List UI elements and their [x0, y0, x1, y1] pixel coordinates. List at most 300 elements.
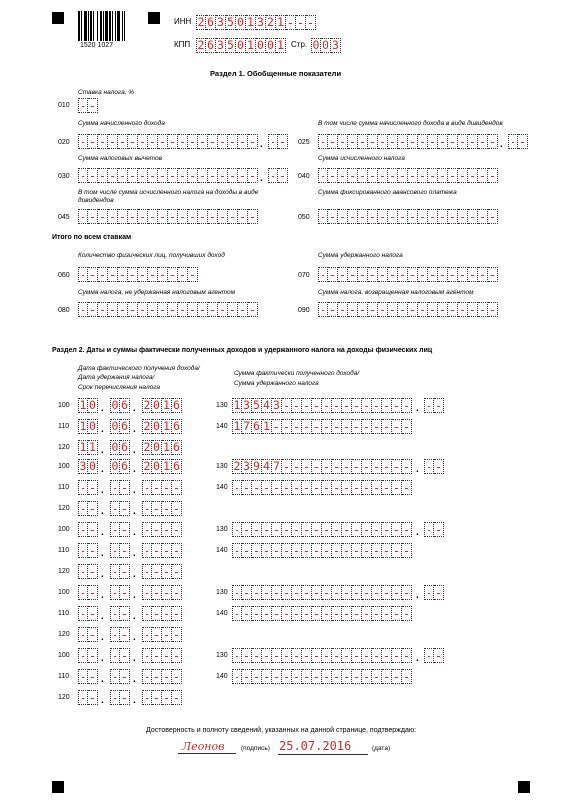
tax-140-cell[interactable] [372, 543, 382, 558]
f060-cell[interactable] [178, 267, 188, 282]
month-100-cells[interactable] [110, 398, 130, 413]
f045-cell[interactable] [188, 209, 198, 224]
f045-cell[interactable] [228, 209, 238, 224]
year-100-cell[interactable] [172, 522, 182, 537]
page-cell[interactable]: 0 [312, 38, 320, 52]
year-120-cell[interactable] [162, 501, 172, 516]
year-100-cell[interactable] [162, 585, 172, 600]
f050-field[interactable] [318, 209, 498, 224]
tax-140-cell[interactable] [332, 606, 342, 621]
f045-cell[interactable] [198, 209, 208, 224]
day-110-cell[interactable] [88, 669, 98, 684]
f040-cell[interactable] [438, 168, 448, 183]
f080-cell[interactable] [158, 302, 168, 317]
tax-140-cell[interactable] [362, 480, 372, 495]
f090-cell[interactable] [378, 302, 388, 317]
month-120-cell[interactable] [110, 627, 120, 642]
income-130-cell[interactable] [292, 585, 302, 600]
year-110-cells[interactable] [142, 543, 182, 558]
year-120-cells[interactable] [142, 564, 182, 579]
f070-cell[interactable] [488, 267, 498, 282]
year-100-cell[interactable] [142, 585, 152, 600]
tax-140-cell[interactable] [352, 543, 362, 558]
tax-140-cell[interactable] [402, 543, 412, 558]
month-120-cells[interactable] [110, 501, 130, 516]
f025-int-cells[interactable] [318, 134, 498, 149]
kpp-field[interactable] [196, 38, 286, 53]
year-120-cell[interactable] [142, 690, 152, 705]
year-110-cells[interactable] [142, 419, 182, 434]
f045-cell[interactable] [248, 209, 258, 224]
f040-cell[interactable] [378, 168, 388, 183]
tax-140-cell[interactable] [372, 606, 382, 621]
f070-cell[interactable] [418, 267, 428, 282]
income-130-cell[interactable] [362, 585, 372, 600]
income-130-cell[interactable] [262, 522, 272, 537]
income-130-cell[interactable] [402, 398, 412, 413]
f050-cell[interactable] [398, 209, 408, 224]
year-120-cell[interactable] [152, 564, 162, 579]
year-110-cells[interactable] [142, 669, 182, 684]
tax-140-cell[interactable] [332, 543, 342, 558]
f090-cell[interactable] [368, 302, 378, 317]
f045-cell[interactable] [128, 209, 138, 224]
year-110-cell[interactable] [172, 606, 182, 621]
tax-140-cell[interactable] [242, 606, 252, 621]
tax-140-cell[interactable] [352, 669, 362, 684]
income-130-cell[interactable] [292, 398, 302, 413]
income-130-cell[interactable] [372, 585, 382, 600]
tax-140-cell[interactable] [382, 669, 392, 684]
income-130-cell[interactable] [302, 585, 312, 600]
income-130-cell[interactable] [342, 522, 352, 537]
income-130-cell[interactable]: 4 [262, 398, 272, 413]
income-130-cell[interactable] [302, 522, 312, 537]
f025-int-cell[interactable] [438, 134, 448, 149]
month-110-cell[interactable]: 6 [120, 419, 130, 434]
kpp-cell[interactable]: 5 [226, 38, 236, 53]
tax-140-cell[interactable] [302, 480, 312, 495]
f090-field[interactable] [318, 302, 498, 317]
f070-cell[interactable] [398, 267, 408, 282]
f020-int-cell[interactable] [78, 134, 88, 149]
tax-140-cell[interactable] [272, 419, 282, 434]
f060-cell[interactable] [188, 267, 198, 282]
income-130-cell[interactable] [362, 648, 372, 663]
month-120-cell[interactable] [120, 564, 130, 579]
income-130-cell[interactable] [352, 585, 362, 600]
f050-cell[interactable] [368, 209, 378, 224]
day-110-cells[interactable] [78, 543, 98, 558]
f045-cell[interactable] [178, 209, 188, 224]
month-120-cells[interactable] [110, 564, 130, 579]
day-110-cells[interactable] [78, 480, 98, 495]
tax-140-cell[interactable] [232, 543, 242, 558]
year-120-cell[interactable] [172, 627, 182, 642]
day-100-cell[interactable] [88, 585, 98, 600]
page-cell[interactable]: 3 [331, 38, 341, 53]
tax-140-cell[interactable] [342, 543, 352, 558]
month-100-cell[interactable] [120, 585, 130, 600]
f090-cell[interactable] [448, 302, 458, 317]
tax-140-cell[interactable] [382, 606, 392, 621]
income-130-cells[interactable] [232, 522, 412, 537]
day-100-cells[interactable] [78, 398, 98, 413]
income-130-cell[interactable] [312, 522, 322, 537]
income-130-cell[interactable] [302, 398, 312, 413]
f070-cell[interactable] [338, 267, 348, 282]
f050-cell[interactable] [318, 209, 328, 224]
income-130-cells[interactable] [232, 459, 412, 474]
income-130-cell[interactable]: 4 [262, 459, 272, 474]
f050-cell[interactable] [328, 209, 338, 224]
income-130-cell[interactable] [392, 648, 402, 663]
month-120-cell[interactable] [120, 690, 130, 705]
tax-140-cell[interactable]: 1 [262, 419, 272, 434]
f080-cell[interactable] [98, 302, 108, 317]
year-110-cell[interactable] [172, 480, 182, 495]
tax-140-cell[interactable] [232, 669, 242, 684]
day-120-cell[interactable] [78, 564, 88, 579]
f030-int-cell[interactable] [208, 168, 218, 183]
kpp-cell[interactable]: 1 [246, 38, 256, 53]
income-130-cell[interactable] [282, 648, 292, 663]
income-130-cell[interactable] [382, 398, 392, 413]
month-100-cells[interactable] [110, 648, 130, 663]
f040-cell[interactable] [488, 168, 498, 183]
income-130-cell[interactable] [282, 522, 292, 537]
f025-int-cell[interactable] [408, 134, 418, 149]
day-110-cell[interactable] [88, 543, 98, 558]
year-100-cell[interactable] [172, 585, 182, 600]
tax-140-cell[interactable] [392, 669, 402, 684]
year-100-cell[interactable]: 6 [172, 459, 182, 474]
income-130-cell[interactable] [342, 648, 352, 663]
income-130-cell[interactable] [312, 648, 322, 663]
f020-int-cell[interactable] [208, 134, 218, 149]
f030-frac-cell[interactable] [278, 168, 288, 183]
f080-cell[interactable] [128, 302, 138, 317]
kpp-cell[interactable]: 0 [266, 38, 276, 53]
income-130-cell[interactable] [242, 522, 252, 537]
kpp-cell[interactable]: 6 [206, 38, 216, 53]
f040-cell[interactable] [468, 168, 478, 183]
f070-cell[interactable] [438, 267, 448, 282]
income-130-cell[interactable] [242, 585, 252, 600]
year-100-cell[interactable] [162, 648, 172, 663]
f070-cell[interactable] [428, 267, 438, 282]
f045-cell[interactable] [88, 209, 98, 224]
year-100-cells[interactable] [142, 398, 182, 413]
day-110-cells[interactable] [78, 419, 98, 434]
f070-cell[interactable] [378, 267, 388, 282]
year-110-cell[interactable] [152, 606, 162, 621]
month-100-cell[interactable] [110, 585, 120, 600]
year-110-cell[interactable] [152, 669, 162, 684]
year-120-cells[interactable] [142, 690, 182, 705]
f060-cell[interactable] [88, 267, 98, 282]
f045-cell[interactable] [98, 209, 108, 224]
year-100-cell[interactable] [152, 522, 162, 537]
tax-140-cell[interactable] [382, 480, 392, 495]
f030-frac-cells[interactable] [268, 168, 288, 183]
income-130-cell[interactable]: 7 [272, 459, 282, 474]
income-130-cell[interactable]: 9 [252, 459, 262, 474]
f010-cell[interactable] [78, 98, 88, 113]
f025-int-cell[interactable] [348, 134, 358, 149]
tax-140-cell[interactable] [332, 419, 342, 434]
income-130-frac-cell[interactable] [434, 459, 444, 474]
f020-int-cell[interactable] [138, 134, 148, 149]
income-130-cell[interactable] [332, 585, 342, 600]
tax-140-cells[interactable] [232, 543, 412, 558]
income-130-frac-cell[interactable] [424, 459, 434, 474]
tax-140-cell[interactable] [322, 480, 332, 495]
income-130-cell[interactable] [402, 522, 412, 537]
tax-140-cell[interactable] [342, 480, 352, 495]
f070-cell[interactable] [368, 267, 378, 282]
f020-int-cell[interactable] [168, 134, 178, 149]
income-130-cell[interactable] [322, 398, 332, 413]
f090-cell[interactable] [438, 302, 448, 317]
income-130-cell[interactable] [332, 648, 342, 663]
f045-cell[interactable] [118, 209, 128, 224]
day-120-cell[interactable]: 1 [79, 440, 87, 454]
income-130-cell[interactable] [282, 459, 292, 474]
month-100-cell[interactable]: 6 [120, 398, 130, 413]
tax-140-cell[interactable] [402, 419, 412, 434]
f020-int-cell[interactable] [98, 134, 108, 149]
f030-int-cells[interactable] [78, 168, 258, 183]
year-100-cell[interactable] [152, 648, 162, 663]
day-110-cell[interactable] [78, 606, 88, 621]
f040-cell[interactable] [348, 168, 358, 183]
f050-cell[interactable] [488, 209, 498, 224]
tax-140-cell[interactable] [312, 480, 322, 495]
tax-140-cell[interactable] [322, 543, 332, 558]
tax-140-cell[interactable] [282, 419, 292, 434]
f080-cell[interactable] [88, 302, 98, 317]
day-100-cell[interactable] [78, 522, 88, 537]
day-100-cell[interactable]: 0 [88, 459, 98, 474]
f025-int-cell[interactable] [338, 134, 348, 149]
f040-cell[interactable] [358, 168, 368, 183]
tax-140-cell[interactable] [362, 606, 372, 621]
inn-cell[interactable]: 1 [276, 15, 286, 30]
day-100-cells[interactable] [78, 459, 98, 474]
f040-cell[interactable] [448, 168, 458, 183]
day-110-cell[interactable]: 0 [88, 419, 98, 434]
month-110-cell[interactable] [120, 480, 130, 495]
tax-140-cells[interactable] [232, 669, 412, 684]
f030-int-cell[interactable] [198, 168, 208, 183]
day-120-cell[interactable]: 1 [88, 440, 98, 455]
f060-cell[interactable] [168, 267, 178, 282]
f020-int-cell[interactable] [228, 134, 238, 149]
f025-int-cell[interactable] [358, 134, 368, 149]
f080-cell[interactable] [188, 302, 198, 317]
f070-field[interactable] [318, 267, 498, 282]
month-120-cells[interactable] [110, 690, 130, 705]
tax-140-cell[interactable] [382, 419, 392, 434]
inn-cell[interactable] [296, 15, 306, 30]
f025-int-cell[interactable] [468, 134, 478, 149]
kpp-cell[interactable]: 1 [276, 38, 286, 53]
tax-140-cell[interactable] [302, 543, 312, 558]
f020-int-cell[interactable] [188, 134, 198, 149]
tax-140-cell[interactable] [322, 669, 332, 684]
income-130-cell[interactable] [392, 459, 402, 474]
day-110-cell[interactable] [78, 480, 88, 495]
income-130-cell[interactable] [242, 648, 252, 663]
day-120-cell[interactable] [78, 627, 88, 642]
year-110-cell[interactable]: 6 [172, 419, 182, 434]
year-110-cell[interactable]: 0 [152, 419, 162, 434]
day-110-cell[interactable] [88, 480, 98, 495]
tax-140-cell[interactable] [372, 669, 382, 684]
tax-140-cell[interactable] [282, 543, 292, 558]
income-130-frac-cell[interactable] [424, 398, 434, 413]
tax-140-cell[interactable] [252, 669, 262, 684]
income-130-cell[interactable] [362, 398, 372, 413]
tax-140-cell[interactable] [402, 480, 412, 495]
tax-140-cell[interactable] [232, 480, 242, 495]
income-130-cells[interactable] [232, 398, 412, 413]
tax-140-cell[interactable] [292, 543, 302, 558]
year-110-cell[interactable] [142, 543, 152, 558]
f040-field[interactable] [318, 168, 498, 183]
month-110-cell[interactable] [110, 480, 120, 495]
income-130-cell[interactable] [322, 522, 332, 537]
tax-140-cell[interactable] [252, 543, 262, 558]
income-130-cell[interactable] [402, 459, 412, 474]
income-130-cell[interactable] [232, 522, 242, 537]
f020-frac-cell[interactable] [278, 134, 288, 149]
year-100-cell[interactable]: 2 [143, 398, 151, 412]
f045-cell[interactable] [138, 209, 148, 224]
f045-cell[interactable] [158, 209, 168, 224]
tax-140-cell[interactable] [312, 606, 322, 621]
f030-int-cell[interactable] [238, 168, 248, 183]
year-100-cell[interactable] [142, 522, 152, 537]
tax-140-cell[interactable] [282, 669, 292, 684]
month-110-cell[interactable] [120, 543, 130, 558]
page-number-field[interactable] [311, 38, 341, 53]
f020-int-cell[interactable] [198, 134, 208, 149]
income-130-cell[interactable] [382, 648, 392, 663]
tax-140-cell[interactable] [332, 669, 342, 684]
income-130-cell[interactable]: 3 [242, 398, 252, 413]
tax-140-cell[interactable] [292, 669, 302, 684]
f070-cell[interactable] [478, 267, 488, 282]
day-120-cell[interactable] [88, 627, 98, 642]
year-120-cell[interactable] [152, 627, 162, 642]
f030-int-cell[interactable] [108, 168, 118, 183]
day-110-cell[interactable]: 1 [79, 419, 87, 433]
day-110-cells[interactable] [78, 606, 98, 621]
year-100-cell[interactable]: 6 [172, 398, 182, 413]
f030-int-cell[interactable] [228, 168, 238, 183]
tax-140-cells[interactable] [232, 480, 412, 495]
f070-cell[interactable] [388, 267, 398, 282]
day-120-cells[interactable] [78, 690, 98, 705]
day-120-cells[interactable] [78, 627, 98, 642]
f090-cell[interactable] [348, 302, 358, 317]
f010-field[interactable] [78, 98, 98, 113]
income-130-cell[interactable] [302, 459, 312, 474]
inn-cell[interactable]: 5 [226, 15, 236, 30]
year-120-cell[interactable] [172, 690, 182, 705]
month-120-cell[interactable]: 6 [120, 440, 130, 455]
f070-cell[interactable] [458, 267, 468, 282]
tax-140-cell[interactable] [372, 419, 382, 434]
income-130-frac-cells[interactable] [424, 522, 444, 537]
year-120-cell[interactable] [162, 627, 172, 642]
f070-cell[interactable] [328, 267, 338, 282]
income-130-frac-cells[interactable] [424, 398, 444, 413]
month-120-cells[interactable] [110, 440, 130, 455]
year-110-cell[interactable] [162, 606, 172, 621]
year-100-cell[interactable]: 2 [143, 459, 151, 473]
income-130-frac-cell[interactable] [434, 398, 444, 413]
f040-cell[interactable] [458, 168, 468, 183]
tax-140-cell[interactable] [362, 419, 372, 434]
income-130-cell[interactable]: 3 [272, 398, 282, 413]
year-110-cells[interactable] [142, 606, 182, 621]
inn-cell[interactable]: 2 [197, 15, 205, 29]
f025-int-cell[interactable] [398, 134, 408, 149]
f090-cell[interactable] [478, 302, 488, 317]
income-130-cell[interactable]: 2 [233, 459, 241, 473]
year-100-cell[interactable]: 0 [152, 398, 162, 413]
income-130-frac-cell[interactable] [424, 648, 434, 663]
f050-cell[interactable] [388, 209, 398, 224]
income-130-cell[interactable] [292, 522, 302, 537]
day-120-cell[interactable] [78, 501, 88, 516]
f040-cell[interactable] [328, 168, 338, 183]
f050-cell[interactable] [428, 209, 438, 224]
f030-int-cell[interactable] [218, 168, 228, 183]
f090-cell[interactable] [488, 302, 498, 317]
month-110-cell[interactable]: 0 [111, 419, 119, 433]
f040-cell[interactable] [388, 168, 398, 183]
month-100-cells[interactable] [110, 585, 130, 600]
f025-frac-cells[interactable] [508, 134, 528, 149]
f080-cell[interactable] [248, 302, 258, 317]
tax-140-cell[interactable] [312, 419, 322, 434]
f090-cell[interactable] [468, 302, 478, 317]
year-120-cells[interactable] [142, 627, 182, 642]
day-120-cells[interactable] [78, 564, 98, 579]
income-130-cell[interactable] [372, 459, 382, 474]
f025-int-cell[interactable] [478, 134, 488, 149]
income-130-cell[interactable] [342, 398, 352, 413]
tax-140-cell[interactable] [262, 606, 272, 621]
f060-cell[interactable] [138, 267, 148, 282]
f060-cell[interactable] [78, 267, 88, 282]
month-110-cell[interactable] [120, 669, 130, 684]
income-130-cell[interactable] [322, 585, 332, 600]
income-130-cells[interactable] [232, 648, 412, 663]
f040-cell[interactable] [338, 168, 348, 183]
f025-frac-cell[interactable] [518, 134, 528, 149]
f025-int-cell[interactable] [458, 134, 468, 149]
tax-140-cell[interactable] [262, 669, 272, 684]
inn-cell[interactable]: 6 [206, 15, 216, 30]
f060-cell[interactable] [128, 267, 138, 282]
income-130-cell[interactable] [352, 398, 362, 413]
tax-140-cell[interactable] [302, 419, 312, 434]
